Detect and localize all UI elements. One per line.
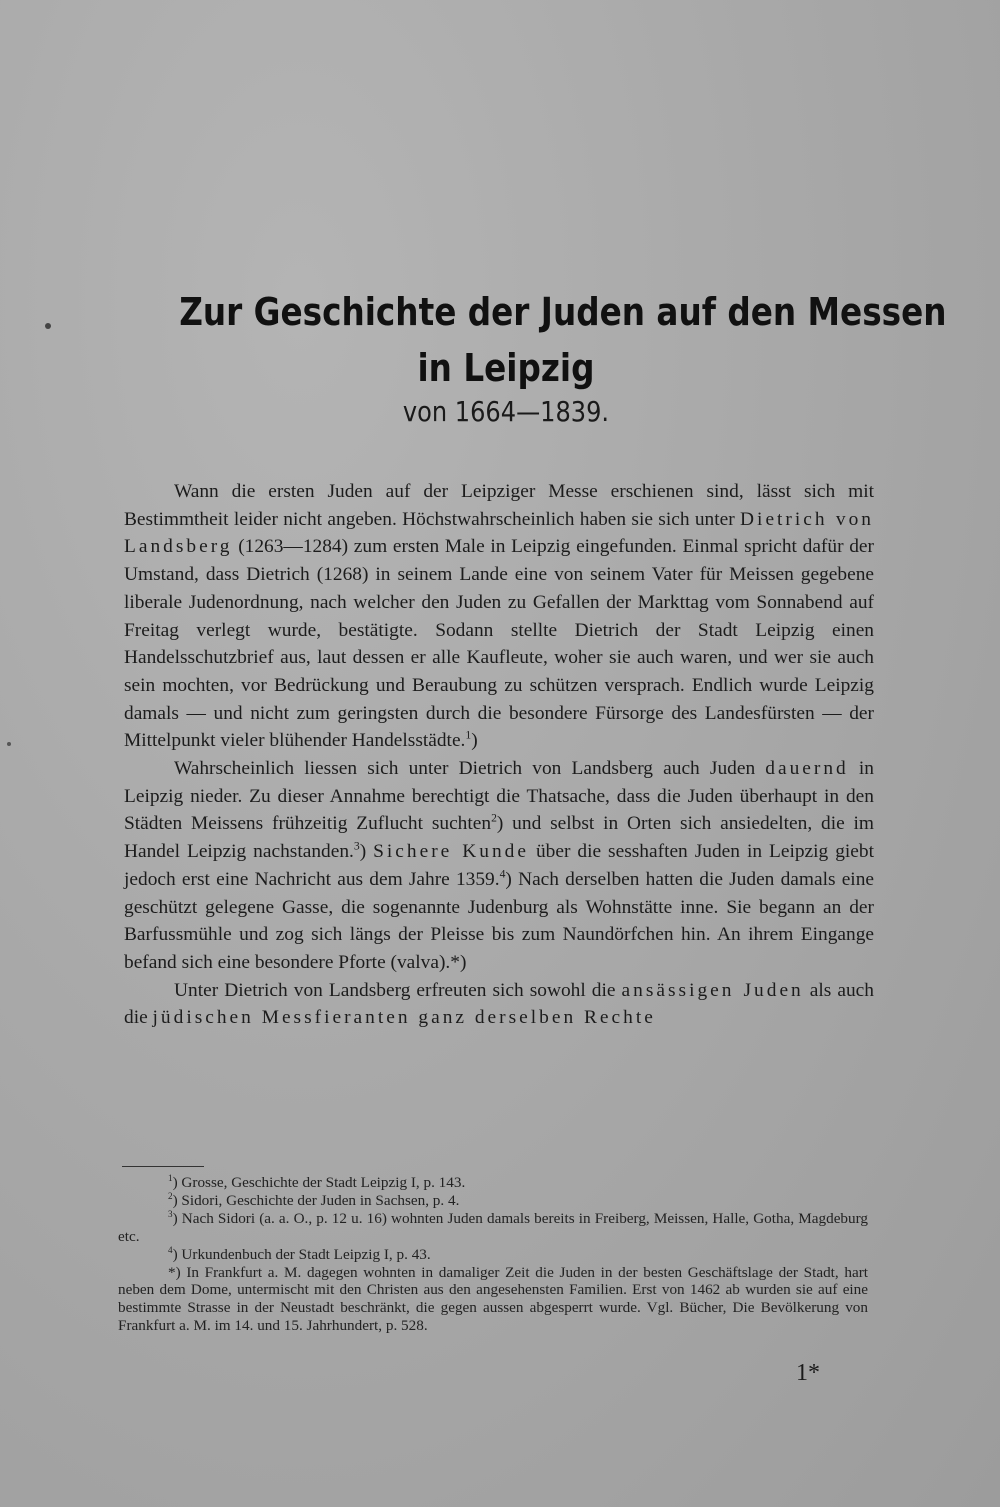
signature-mark: 1* [796, 1360, 820, 1386]
footnote-4 [118, 1246, 868, 1264]
text-segment: in Leipzig nieder. Zu dieser Annahme berechtigt die Thatsache, dass die Juden überhaupt in den Städten Meissens frühzeitig Zuflucht suchten [124, 758, 874, 835]
spaced-emphasis: dauernd [765, 758, 849, 780]
footnote-mark: 4 [168, 1244, 173, 1255]
body-text [124, 478, 874, 1032]
document-title: Zur Geschichte der Juden auf den Messen [179, 290, 947, 334]
text-segment: ) Nach derselben hatten die Juden damals eine geschützt gelegene Gasse, die sogenannte Judenburg als Wohnstätte inne. Sie begann an der Barfussmühle und zog sich längs der Pleisse bis zum Naundörfchen hin. An ihrem Eingange befand sich eine besondere Pforte (valva).*) [124, 868, 874, 973]
document-subtitle: von 1664—1839. [402, 395, 610, 428]
spaced-emphasis: Sichere Kunde [373, 841, 529, 863]
footnotes [118, 1174, 868, 1335]
text-segment: Wahrscheinlich liessen sich unter Dietrich von Landsberg auch Juden [174, 758, 766, 780]
footnote-text: ) Nach Sidori (a. a. O., p. 12 u. 16) wohnten Juden damals bereits in Freiberg, Meissen, Halle, Gotha, Magdeburg etc. [118, 1209, 868, 1245]
text-segment: ) [471, 730, 478, 752]
footnote-2 [118, 1192, 868, 1210]
paragraph-2 [124, 755, 874, 977]
footnote-mark: 3 [168, 1208, 173, 1219]
ink-speck [7, 742, 11, 746]
text-segment: Wann die ersten Juden auf der Leipziger Messe erschienen sind, lässt sich mit Bestimmtheit leider nicht angeben. Höchstwahrscheinlich haben sie sich unter [124, 481, 874, 530]
footnote-3 [118, 1210, 868, 1246]
spaced-name: Dietrich von Landsberg [124, 508, 874, 558]
footnote-1 [118, 1174, 868, 1192]
document-title-continuation: in Leipzig [417, 346, 595, 390]
spaced-emphasis: ansässigen Juden [621, 979, 804, 1001]
footnote-ref: 3 [353, 839, 360, 853]
text-segment: als auch die [124, 979, 874, 1029]
paragraph-3 [124, 977, 874, 1032]
footnote-text: ) Urkundenbuch der Stadt Leipzig I, p. 43. [172, 1245, 431, 1263]
footnote-mark: 1 [168, 1172, 173, 1183]
text-segment: über die sesshaften Juden in Leipzig giebt jedoch erst eine Nachricht aus dem Jahre 1359. [124, 841, 874, 890]
footnote-text: ) Grosse, Geschichte der Stadt Leipzig I, p. 143. [172, 1174, 466, 1191]
footnote-text: *) In Frankfurt a. M. dagegen wohnten in damaliger Zeit die Juden in der besten Geschäftslage der Stadt, hart neben dem Dome, untermischt mit den Christen aus den angesehensten Familien. Erst von 1462 ab wurden sie auf eine bestimmte Strasse in der Neustadt beschränkt, die gegen aussen abgesperrt wurde. Vgl. Bücher, Die Bevölkerung von Frankfurt a. M. im 14. und 15. Jahrhundert, p. 528. [118, 1263, 868, 1335]
text-segment: (1263—1284) zum ersten Male in Leipzig eingefunden. Einmal spricht dafür der Umstand, dass Dietrich (1268) in seinem Lande eine von seinem Vater für Meissen gegebene liberale Judenordnung, nach welcher den Juden zu Gefallen der Markttag vom Sonnabend auf Freitag verlegt wurde, bestätigte. Sodann stellte Dietrich der Stadt Leipzig einen Handelsschutzbrief aus, laut dessen er alle Kaufleute, woher sie auch waren, und wer sie auch sein mochten, vor Bedrückung und Beraubung zu schützen versprach. Endlich wurde Leipzig damals — und nicht zum geringsten durch die besondere Fürsorge des Landesfürsten — der Mittelpunkt vieler blühender Handelsstädte. [124, 536, 874, 752]
paragraph-1 [124, 478, 874, 755]
footnote-mark: 2 [168, 1190, 173, 1201]
spaced-emphasis: jüdischen Messfieranten ganz derselben Rechte [152, 1007, 656, 1029]
footnote-ref: 4 [499, 867, 506, 881]
footnote-divider [122, 1166, 204, 1167]
text-segment: Unter Dietrich von Landsberg erfreuten sich sowohl die [174, 979, 622, 1001]
text-segment: ) und selbst in Orten sich ansiedelten, die im Handel Leipzig nachstanden. [124, 813, 875, 863]
footnote-star [118, 1264, 868, 1336]
footnote-text: ) Sidori, Geschichte der Juden in Sachsen, p. 4. [172, 1191, 460, 1209]
text-segment: ) [359, 841, 374, 863]
footnote-ref: 1 [465, 728, 472, 742]
footnote-ref: 2 [491, 811, 497, 825]
ink-speck [45, 323, 51, 329]
